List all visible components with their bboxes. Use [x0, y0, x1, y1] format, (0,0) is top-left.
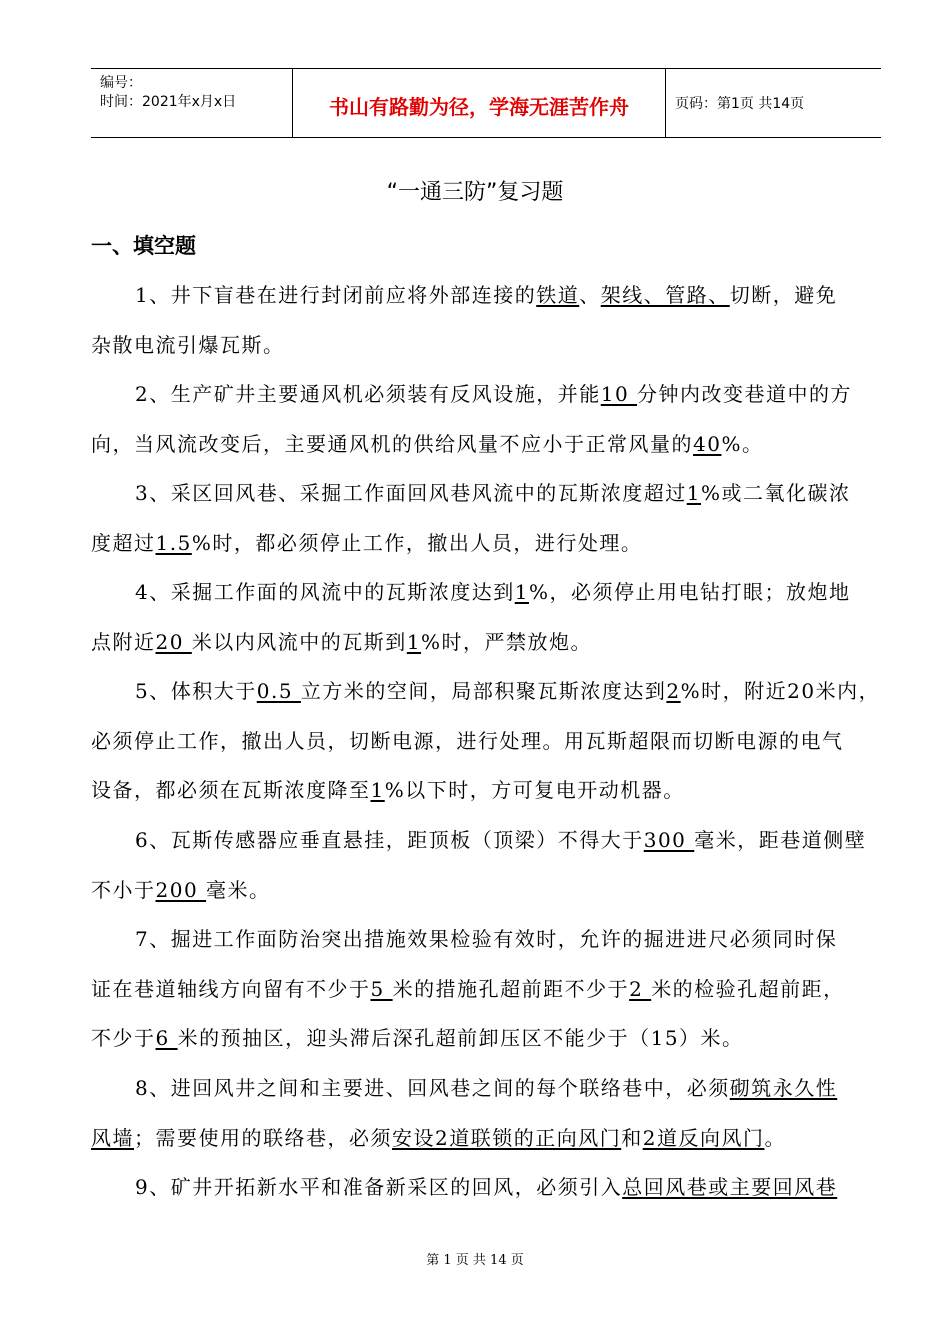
- question-text: 7、掘进工作面防治突出措施效果检验有效时，允许的掘进进尺必须同时保: [135, 927, 838, 951]
- answer-blank: 6: [155, 1026, 178, 1050]
- question-text: 5、体积大于: [135, 679, 257, 703]
- question-text: 9、矿井开拓新水平和准备新采区的回风，必须引入: [135, 1175, 623, 1199]
- answer-blank: 10: [600, 382, 638, 406]
- question-text: ；需要使用的联络巷，必须: [134, 1125, 392, 1150]
- answer-blank: 风墙: [91, 1125, 134, 1150]
- question-text: 米的检验孔超前距，: [651, 976, 845, 1001]
- question-text: 不小于: [91, 877, 156, 902]
- question-text: 和: [621, 1125, 643, 1150]
- answer-blank: 300: [643, 828, 695, 852]
- question-text: %或二氧化碳浓: [700, 481, 851, 505]
- question-line: [91, 875, 271, 905]
- answer-blank: 1: [406, 629, 422, 654]
- question-text: %以下时，方可复电开动机器。: [384, 778, 685, 802]
- question-text: 点附近: [91, 629, 156, 654]
- question-text: 米以内风流中的瓦斯到: [191, 629, 407, 654]
- answer-blank: 铁道: [536, 283, 580, 307]
- answer-blank: 2: [666, 679, 681, 703]
- header-meta-cell: [91, 69, 293, 137]
- answer-blank: 架线、管路、: [600, 283, 730, 307]
- question-text: 立方米的空间，局部积聚瓦斯浓度达到: [300, 679, 667, 703]
- answer-blank: 1.5: [155, 530, 192, 555]
- question-line: [91, 775, 685, 805]
- answer-blank: 5: [370, 976, 393, 1001]
- question-text: 杂散电流引爆瓦斯。: [91, 332, 285, 357]
- question-text: 设备，都必须在瓦斯浓度降至: [91, 778, 371, 802]
- answer-blank: 40: [693, 431, 722, 456]
- question-text: 米的措施孔超前距不少于: [392, 976, 630, 1001]
- answer-blank: 砌筑永久性: [729, 1076, 838, 1100]
- question-line: [135, 1172, 837, 1202]
- header-motto-cell: [293, 69, 666, 137]
- time-label: 时间：2021年x月x日: [100, 94, 237, 110]
- section-heading: 一、填空题: [91, 234, 196, 258]
- question-text: 分钟内改变巷道中的方: [637, 382, 853, 406]
- question-text: 4、采掘工作面的风流中的瓦斯浓度达到: [135, 580, 515, 604]
- header-table: [91, 68, 881, 138]
- question-line: [91, 330, 285, 360]
- document-title: “一通三防”复习题: [386, 180, 564, 205]
- answer-blank: 1: [514, 580, 529, 604]
- question-text: 3、采区回风巷、采掘工作面回风巷风流中的瓦斯浓度超过: [135, 481, 687, 505]
- answer-blank: 0.5: [256, 679, 301, 703]
- question-line: [135, 825, 866, 855]
- question-text: 。: [764, 1125, 786, 1150]
- header-page-cell: [666, 69, 881, 137]
- answer-blank: 总回风巷或主要回风巷: [622, 1175, 838, 1199]
- answer-blank: 安设2道联锁的正向风门: [392, 1125, 622, 1150]
- question-text: 切断，避免: [729, 283, 838, 307]
- question-text: 度超过: [91, 530, 156, 555]
- motto: 书山有路勤为径，学海无涯苦作舟: [329, 95, 629, 119]
- question-text: 不少于: [91, 1026, 156, 1050]
- question-line: [91, 627, 592, 657]
- question-line: [135, 1073, 837, 1103]
- question-line: [91, 528, 642, 558]
- question-text: %时，都必须停止工作，撤出人员，进行处理。: [191, 530, 643, 555]
- question-text: 毫米。: [206, 877, 271, 902]
- question-line: [135, 478, 850, 508]
- answer-blank: 20: [155, 629, 192, 654]
- question-text: 8、进回风井之间和主要进、回风巷之间的每个联络巷中，必须: [135, 1076, 730, 1100]
- serial-number-label: 编号：: [100, 75, 142, 91]
- question-text: 证在巷道轴线方向留有不少于: [91, 976, 371, 1001]
- question-line: [135, 379, 852, 409]
- question-line: [135, 577, 850, 607]
- answer-blank: 2道反向风门: [642, 1125, 765, 1150]
- answer-blank: 1: [370, 778, 385, 802]
- question-line: [135, 280, 837, 310]
- question-text: 2、生产矿井主要通风机必须装有反风设施，并能: [135, 382, 601, 406]
- question-text: 6、瓦斯传感器应垂直悬挂，距顶板（顶梁）不得大于: [135, 828, 644, 852]
- question-line: [135, 676, 880, 706]
- question-text: 必须停止工作，撤出人员，切断电源，进行处理。用瓦斯超限而切断电源的电气: [91, 728, 844, 753]
- answer-blank: 2: [629, 976, 652, 1001]
- question-text: 1、井下盲巷在进行封闭前应将外部连接的: [135, 283, 537, 307]
- question-text: %时，附近20米内，: [680, 679, 881, 703]
- answer-blank: 200: [155, 877, 207, 902]
- question-line: [135, 924, 837, 954]
- page-info: 页码：第1页 共14页: [675, 96, 805, 112]
- question-line: [91, 1123, 786, 1153]
- question-text: %时，严禁放炮。: [421, 629, 593, 654]
- question-line: [91, 1023, 744, 1053]
- question-text: 向，当风流改变后，主要通风机的供给风量不应小于正常风量的: [91, 431, 693, 456]
- question-text: 米的预抽区，迎头滞后深孔超前卸压区不能少于（15）米。: [177, 1026, 744, 1050]
- question-text: %，必须停止用电钻打眼；放炮地: [528, 580, 851, 604]
- answer-blank: 1: [686, 481, 701, 505]
- question-text: 、: [579, 283, 601, 307]
- page-footer: 第 1 页 共 14 页: [426, 1253, 524, 1268]
- question-text: %。: [721, 431, 764, 456]
- question-line: [91, 726, 844, 756]
- question-line: [91, 974, 845, 1004]
- question-text: 毫米，距巷道侧壁: [694, 828, 867, 852]
- question-line: [91, 429, 763, 459]
